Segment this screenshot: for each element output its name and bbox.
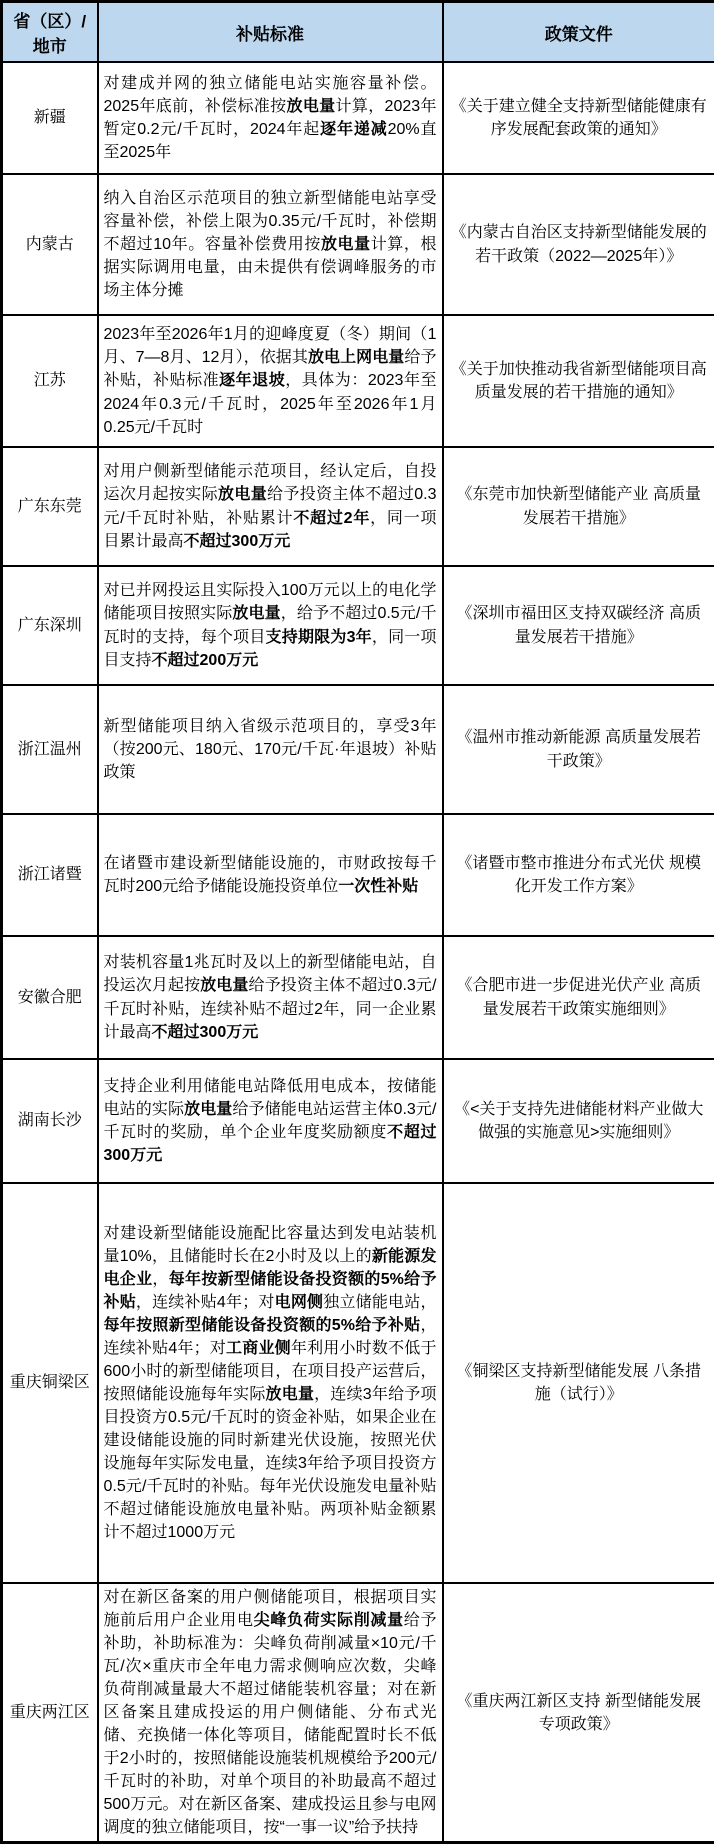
standard-cell: 对建设新型储能设施配比容量达到发电站装机量10%，且储能时长在2小时及以上的新能源发电企业，每年按新型储能设备投资额的5%给予补贴，连续补贴4年；对电网侧独立储能电站，每年按照新型储能设备投资额的5%给予补贴，连续补贴4年；对工商业侧年利用小时数不低于600小时的新型储能项目，在项目投产运营后，按照储能设施每年实际放电量，连续3年给予项目投资方0.5元/千瓦时的资金补贴，如果企业在建设储能设施的同时新建光伏设施，按照光伏设施每年实际发电量，连续3年给予项目投资方0.5元/千瓦时的补贴。每年光伏设施发电量补贴不超过储能设施放电量补贴。两项补贴金额累计不超过1000万元 [98,1183,443,1583]
table-row [2,685,714,814]
policy-cell: 《合肥市进一步促进光伏产业 高质量发展若干政策实施细则》 [443,936,714,1059]
table-row [2,315,714,447]
standard-cell: 对建成并网的独立储能电站实施容量补偿。2025年底前，补偿标准按放电量计算，2023年暂定0.2元/千瓦时，2024年起逐年递减20%直至2025年 [98,62,443,174]
region-cell: 重庆铜梁区 [2,1183,98,1583]
table-row [2,1059,714,1183]
standard-cell: 对装机容量1兆瓦时及以上的新型储能电站，自投运次月起按放电量给予投资主体不超过0.3元/千瓦时补贴，连续补贴不超过2年，同一企业累计最高不超过300万元 [98,936,443,1059]
policy-cell: 《东莞市加快新型储能产业 高质量发展若干措施》 [443,447,714,566]
table-row [2,62,714,174]
standard-cell: 对已并网投运且实际投入100万元以上的电化学储能项目按照实际放电量，给予不超过0.5元/千瓦时的支持，每个项目支持期限为3年，同一项目支持不超过200万元 [98,566,443,685]
region-cell: 湖南长沙 [2,1059,98,1183]
header-standard: 补贴标准 [98,2,443,63]
standard-cell: 在诸暨市建设新型储能设施的，市财政按每千瓦时200元给予储能设施投资单位一次性补贴 [98,814,443,936]
header-region: 省（区）/地市 [2,2,98,63]
region-cell: 浙江诸暨 [2,814,98,936]
policy-cell: 《关于建立健全支持新型储能健康有序发展配套政策的通知》 [443,62,714,174]
policy-cell: 《重庆两江新区支持 新型储能发展专项政策》 [443,1583,714,1843]
standard-cell: 纳入自治区示范项目的独立新型储能电站享受容量补偿，补偿上限为0.35元/千瓦时，补偿期不超过10年。容量补偿费用按放电量计算，根据实际调用电量，由未提供有偿调峰服务的市场主体分摊 [98,174,443,315]
policy-cell: 《铜梁区支持新型储能发展 八条措施（试行）》 [443,1183,714,1583]
header-policy: 政策文件 [443,2,714,63]
policy-cell: 《诸暨市整市推进分布式光伏 规模化开发工作方案》 [443,814,714,936]
policy-cell: 《内蒙古自治区支持新型储能发展的若干政策（2022—2025年）》 [443,174,714,315]
standard-cell: 支持企业利用储能电站降低用电成本，按储能电站的实际放电量给予储能电站运营主体0.3元/千瓦时的奖励，单个企业年度奖励额度不超过300万元 [98,1059,443,1183]
policy-cell: 《<关于支持先进储能材料产业做大做强的实施意见>实施细则》 [443,1059,714,1183]
standard-cell: 对在新区备案的用户侧储能项目，根据项目实施前后用户企业用电尖峰负荷实际削减量给予补助，补助标准为：尖峰负荷削减量×10元/千瓦/次×重庆市全年电力需求侧响应次数，尖峰负荷削减量最大不超过储能装机容量；对在新区备案且建成投运的用户侧储能、分布式光储、充换储一体化等项目，储能配置时长不低于2小时的，按照储能设施装机规模给予200元/千瓦时的补助，对单个项目的补助最高不超过500万元。对在新区备案、建成投运且参与电网调度的独立储能项目，按“一事一议”给予扶持 [98,1583,443,1843]
header-row [2,2,714,63]
region-cell: 广东东莞 [2,447,98,566]
standard-cell: 新型储能项目纳入省级示范项目的，享受3年（按200元、180元、170元/千瓦·年退坡）补贴政策 [98,685,443,814]
region-cell: 浙江温州 [2,685,98,814]
region-cell: 内蒙古 [2,174,98,315]
region-cell: 江苏 [2,315,98,447]
policy-cell: 《关于加快推动我省新型储能项目高质量发展的若干措施的通知》 [443,315,714,447]
table-row [2,1183,714,1583]
table-row [2,447,714,566]
policy-cell: 《深圳市福田区支持双碳经济 高质量发展若干措施》 [443,566,714,685]
region-cell: 安徽合肥 [2,936,98,1059]
table-row [2,566,714,685]
region-cell: 广东深圳 [2,566,98,685]
standard-cell: 2023年至2026年1月的迎峰度夏（冬）期间（1月、7—8月、12月），依据其放电上网电量给予补贴，补贴标准逐年退坡，具体为：2023年至2024年0.3元/千瓦时，2025年至2026年1月0.25元/千瓦时 [98,315,443,447]
table-row [2,1583,714,1843]
region-cell: 新疆 [2,62,98,174]
table-row [2,936,714,1059]
table-row [2,814,714,936]
region-cell: 重庆两江区 [2,1583,98,1843]
table-row [2,174,714,315]
standard-cell: 对用户侧新型储能示范项目，经认定后，自投运次月起按实际放电量给予投资主体不超过0.3元/千瓦时补贴，补贴累计不超过2年，同一项目累计最高不超过300万元 [98,447,443,566]
policy-cell: 《温州市推动新能源 高质量发展若干政策》 [443,685,714,814]
